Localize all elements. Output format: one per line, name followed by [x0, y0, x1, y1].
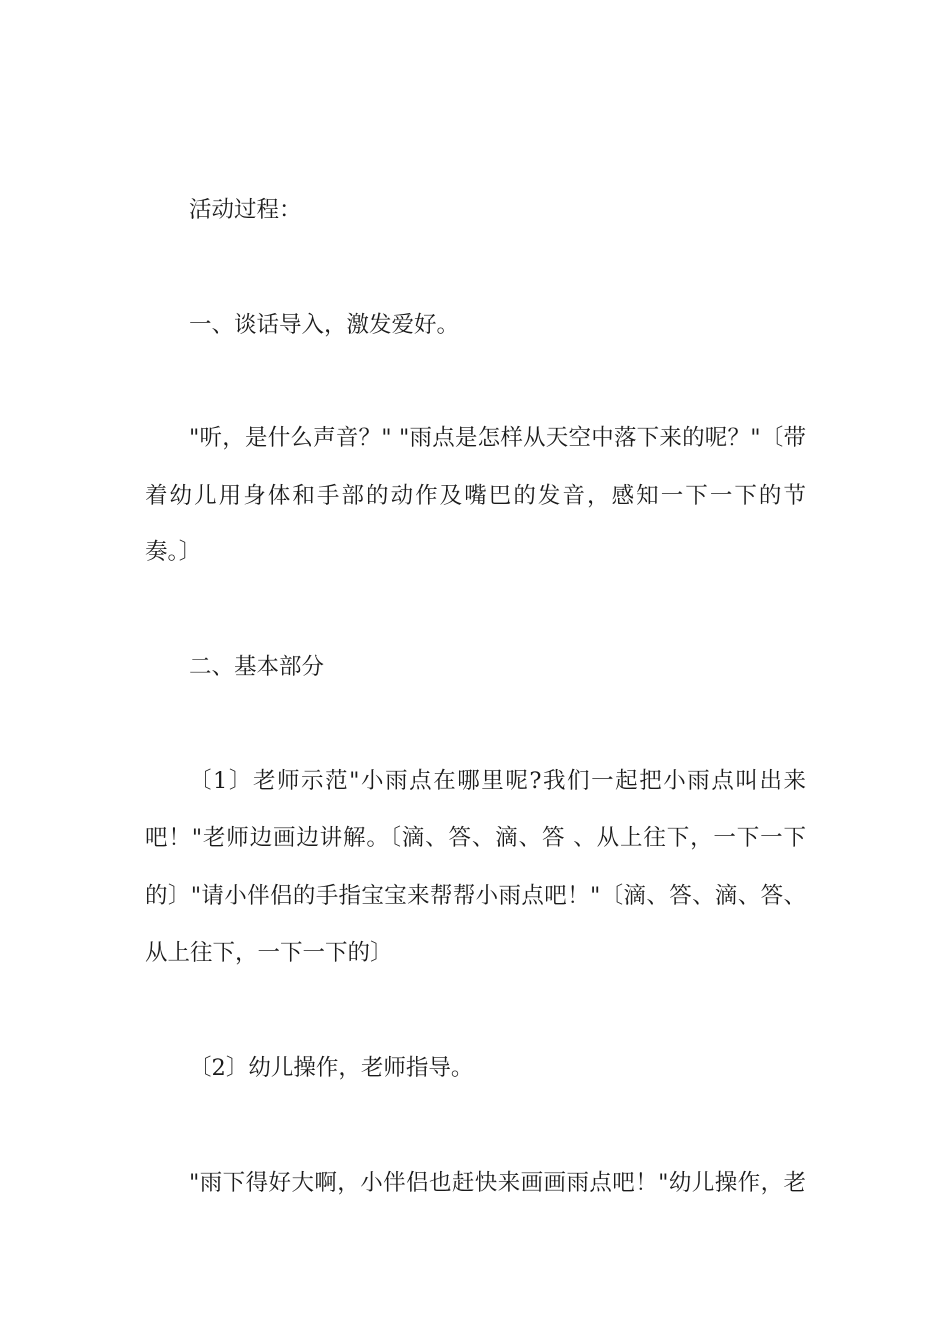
section-two-heading: 二、基本部分	[189, 654, 325, 680]
intro-paragraph-line-3: 奏。〕	[145, 539, 202, 565]
section-one-heading: 一、谈话导入，激发爱好。	[189, 312, 460, 338]
step1-paragraph-line-1: 〔1〕老师示范"小雨点在哪里呢?我们一起把小雨点叫出来	[189, 768, 806, 794]
intro-paragraph-line-1: "听，是什么声音？" "雨点是怎样从天空中落下来的呢？"〔带	[189, 425, 806, 451]
step1-paragraph-line-2: 吧！"老师边画边讲解。〔滴、答、滴、答 、从上往下，一下一下	[145, 825, 806, 851]
step1-paragraph-line-4: 从上往下，一下一下的〕	[145, 940, 393, 966]
activity-process-heading: 活动过程：	[189, 197, 302, 223]
step1-paragraph-line-3: 的〕"请小伴侣的手指宝宝来帮帮小雨点吧！"〔滴、答、滴、答、	[145, 883, 806, 909]
intro-paragraph-line-2: 着幼儿用身体和手部的动作及嘴巴的发音，感知一下一下的节	[145, 483, 806, 509]
step2-paragraph-line-1: "雨下得好大啊，小伴侣也赶快来画画雨点吧！"幼儿操作，老	[189, 1170, 806, 1196]
step2-heading: 〔2〕幼儿操作，老师指导。	[189, 1055, 474, 1081]
